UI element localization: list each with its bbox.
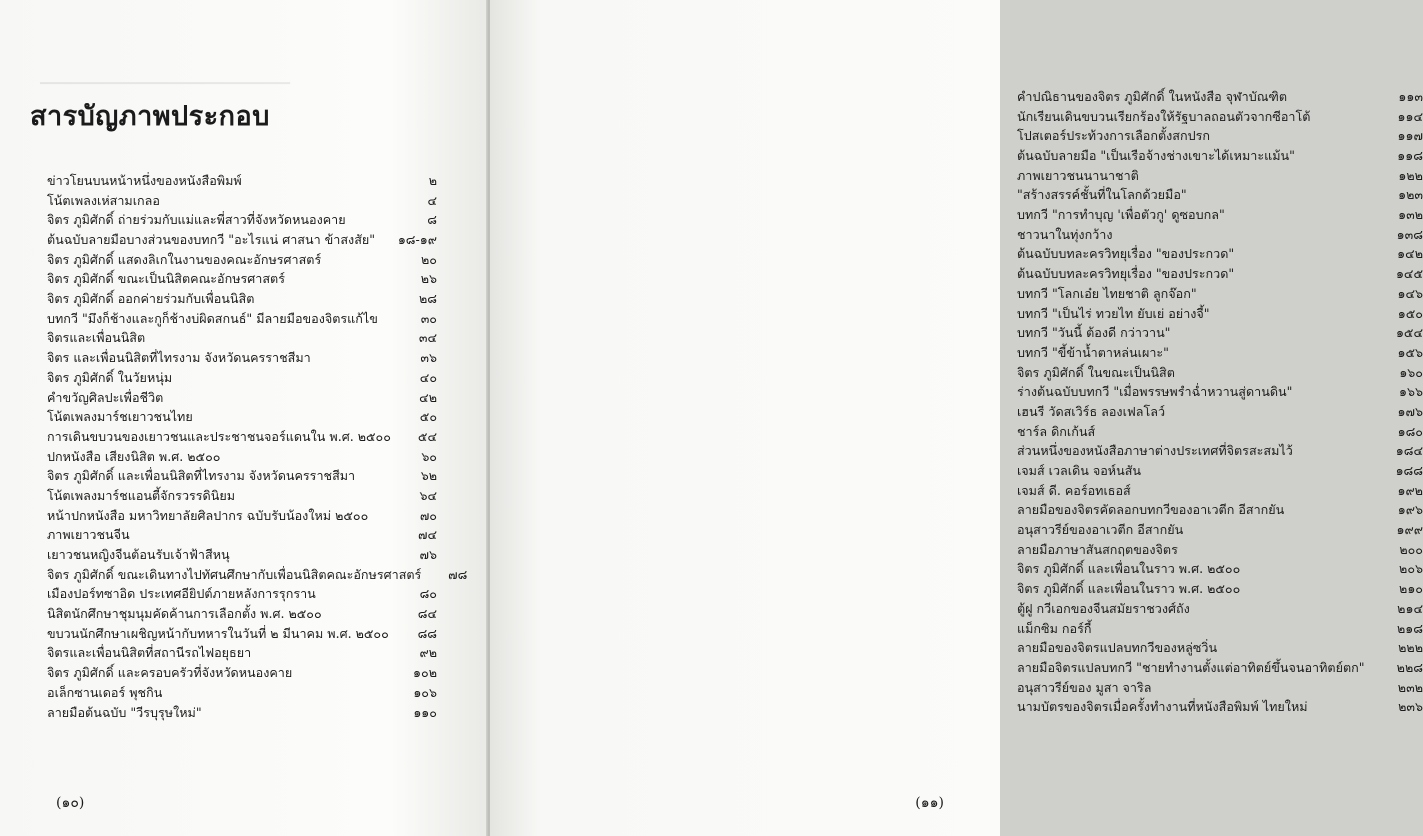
toc-entry-page: ๒๓๖ (1398, 699, 1423, 715)
toc-entry (1017, 225, 1423, 245)
toc-entry-page: ๑๐๒ (413, 665, 437, 681)
toc-entry-page: ๑๘๐ (1397, 423, 1423, 439)
toc-entry-page: ๗๐ (419, 507, 437, 523)
toc-entry-page: ๑๕๐ (1397, 305, 1423, 321)
toc-entry-page: ๑๘-๑๙ (397, 232, 437, 248)
toc-entry (1017, 500, 1423, 520)
toc-entry-title: นักเรียนเดินขบวนเรียกร้องให้รัฐบาลถอนตัวจากซีอาโต้ (1017, 108, 1311, 124)
toc-entry-page: ๑๙๖ (1397, 502, 1423, 518)
toc-entry-page: ๒ (428, 172, 437, 188)
toc-entry-title: จิตร ภูมิศักดิ์ ขณะเป็นนิสิตคณะอักษรศาสตร์ (47, 271, 285, 287)
toc-list-right (1017, 87, 1423, 717)
toc-entry-title: จิตร ภูมิศักดิ์ แสดงลิเกในงานของคณะอักษรศาสตร์ (47, 251, 322, 267)
toc-entry (1017, 185, 1423, 205)
page-title: สารบัญภาพประกอบ (30, 101, 270, 132)
toc-entry-page: ๓๐ (420, 310, 437, 326)
toc-entry (1017, 402, 1423, 422)
toc-entry-page: ๒๒๒ (1398, 640, 1423, 656)
toc-entry-title: คำขวัญศิลปะเพื่อชีวิต (47, 389, 164, 405)
toc-entry-title: จิตร ภูมิศักดิ์ และเพื่อนในราว พ.ศ. ๒๕๐๐ (1017, 561, 1241, 577)
toc-entry (47, 407, 437, 427)
toc-entry (1017, 560, 1423, 580)
toc-entry (47, 466, 437, 486)
toc-entry (47, 269, 437, 289)
toc-entry-title: คำปณิธานของจิตร ภูมิศักดิ์ ในหนังสือ จุฬาบัณฑิต (1017, 88, 1288, 104)
toc-entry-page: ๑๑๗ (1397, 128, 1423, 144)
toc-entry-page: ๑๘๔ (1395, 443, 1423, 459)
toc-entry (1017, 422, 1423, 442)
toc-entry-title: ลายมือของจิตรแปลบทกวีของหลู่ซวิ่น (1017, 640, 1218, 656)
toc-entry-title: เมืองปอร์ทซาอิด ประเทศอียิปต์ภายหลังการรุกราน (47, 586, 316, 602)
toc-entry-page: ๓๔ (418, 330, 437, 346)
toc-entry-title: ข่าวโยนบนหน้าหนึ่งของหนังสือพิมพ์ (47, 172, 242, 188)
toc-entry-title: ภาพเยาวชนนานาชาติ (1017, 167, 1139, 183)
toc-entry (1017, 382, 1423, 402)
toc-entry-page: ๖๔ (419, 487, 437, 503)
toc-entry-page: ๒๐๖ (1399, 561, 1423, 577)
toc-entry-title: จิตร ภูมิศักดิ์ ออกค่ายร่วมกับเพื่อนนิสิต (47, 291, 255, 307)
toc-entry-title: ต้นฉบับลายมือ "เป็นเรือจ้างช่างเขาะได้เหมาะแม้น" (1017, 148, 1295, 164)
toc-entry-title: การเดินขบวนของเยาวชนและประชาชนจอร์แดนใน พ.ศ. ๒๕๐๐ (47, 428, 391, 444)
toc-entry-title: ลายมือต้นฉบับ "วีรบุรุษใหม่" (47, 704, 202, 720)
toc-entry-page: ๕๐ (419, 409, 437, 425)
toc-entry (47, 191, 437, 211)
toc-entry-page: ๑๑๓ (1398, 88, 1423, 104)
toc-entry-title: แม็กซิม กอร์กี้ (1017, 620, 1092, 636)
toc-entry (47, 663, 437, 683)
toc-entry (47, 427, 437, 447)
toc-entry (47, 545, 437, 565)
toc-entry-title: ร่างต้นฉบับบทกวี "เมื่อพรรษพรำฉ่ำหวานสู่ดานดิน" (1017, 384, 1293, 400)
toc-entry (47, 368, 437, 388)
toc-entry (1017, 323, 1423, 343)
toc-entry-title: บทกวี "วันนี้ ต้องดี กว่าวาน" (1017, 325, 1171, 341)
toc-entry-title: บทกวี "โลกเอ๋ย ไทยชาติ ลูกจ๊อก" (1017, 285, 1197, 301)
toc-entry-title: เยาวชนหญิงจีนต้อนรับเจ้าฟ้าสีหนุ (47, 547, 230, 563)
toc-entry (1017, 540, 1423, 560)
toc-entry (47, 250, 437, 270)
toc-entry-page: ๑๖๐ (1399, 364, 1423, 380)
toc-entry-page: ๗๔ (417, 527, 437, 543)
toc-entry-page: ๑๘๘ (1395, 463, 1423, 479)
toc-entry-page: ๒๘ (418, 291, 437, 307)
toc-entry-page: ๘๔ (417, 606, 437, 622)
toc-entry-title: อเล็กซานเดอร์ พุชกิน (47, 684, 163, 700)
toc-entry (1017, 284, 1423, 304)
toc-entry (1017, 481, 1423, 501)
toc-entry (47, 388, 437, 408)
toc-entry (1017, 678, 1423, 698)
toc-entry-page: ๘๐ (419, 586, 437, 602)
toc-entry-title: "สร้างสรรค์ชั้นที่ในโลกด้วยมือ" (1017, 187, 1187, 203)
toc-entry-title: ชาร์ล ดิกเก้นส์ (1017, 423, 1096, 439)
toc-entry-title: จิตร และเพื่อนนิสิตที่ไทรงาม จังหวัดนครราชสีมา (47, 350, 311, 366)
toc-entry (1017, 304, 1423, 324)
toc-entry-page: ๒๑๔ (1397, 600, 1423, 616)
toc-entry-title: โน้ตเพลงมาร์ชแอนตี้จักรวรรดินิยม (47, 487, 236, 503)
toc-entry (47, 604, 437, 624)
toc-entry-title: เจมส์ เวลเดิน จอห์นสัน (1017, 463, 1142, 479)
toc-entry (47, 447, 437, 467)
toc-entry-title: จิตร ภูมิศักดิ์ และเพื่อนนิสิตที่ไทรงาม จังหวัดนครราชสีมา (47, 468, 356, 484)
page-number-left: (๑๐) (56, 795, 85, 811)
toc-entry-title: ลายมือของจิตรคัดลอกบทกวีของอาเวตีก อีสากยัน (1017, 502, 1285, 518)
toc-entry-page: ๑๕๖ (1397, 344, 1423, 360)
toc-entry-title: เจมส์ ดี. คอร์อทเธอส์ (1017, 482, 1131, 498)
toc-entry-page: ๑๗๖ (1397, 403, 1423, 419)
toc-entry-title: จิตรและเพื่อนนิสิตที่สถานีรถไฟอยุธยา (47, 645, 252, 661)
toc-entry-title: ต้นฉบับบทละครวิทยุเรื่อง "ของประกวด" (1017, 246, 1235, 262)
toc-entry-page: ๒๐ (421, 251, 437, 267)
right-page (490, 0, 1423, 836)
toc-entry-title: ลายมือจิตรแปลบทกวี "ชายทำงานตั้งแต่อาทิตย์ขึ้นจนอาทิตย์ตก" (1017, 659, 1365, 675)
toc-entry (47, 506, 437, 526)
toc-entry-title: ส่วนหนึ่งของหนังสือภาษาต่างประเทศที่จิตรสะสมไว้ (1017, 443, 1293, 459)
toc-entry-title: บทกวี "การทำบุญ 'เพื่อตัวกู' ดูซอบกล" (1017, 207, 1225, 223)
toc-entry-page: ๗๘ (448, 566, 468, 582)
toc-entry-title: จิตร ภูมิศักดิ์ และครอบครัวที่จังหวัดหนองคาย (47, 665, 293, 681)
toc-entry-page: ๘ (427, 212, 437, 228)
toc-entry (1017, 87, 1423, 107)
toc-entry-title: บทกวี "เป็นไร่ ทวยไท ยับเย่ อย่างจี้" (1017, 305, 1210, 321)
toc-entry-title: โปสเตอร์ประท้วงการเลือกตั้งสกปรก (1017, 128, 1210, 144)
toc-entry (1017, 697, 1423, 717)
toc-entry (47, 703, 437, 723)
toc-entry (47, 230, 437, 250)
toc-entry (1017, 146, 1423, 166)
toc-entry-title: ปกหนังสือ เสียงนิสิต พ.ศ. ๒๕๐๐ (47, 448, 221, 464)
toc-entry (1017, 599, 1423, 619)
toc-entry (1017, 107, 1423, 127)
toc-entry-title: หน้าปกหนังสือ มหาวิทยาลัยศิลปากร ฉบับรับน้องใหม่ ๒๕๐๐ (47, 507, 369, 523)
toc-entry-title: จิตร ภูมิศักดิ์ ในวัยหนุ่ม (47, 369, 173, 385)
toc-entry-title: จิตรและเพื่อนนิสิต (47, 330, 146, 346)
toc-entry-page: ๑๓๒ (1398, 207, 1423, 223)
toc-entry (47, 525, 437, 545)
toc-entry (47, 348, 437, 368)
toc-entry-page: ๔๐ (419, 369, 437, 385)
toc-entry (1017, 579, 1423, 599)
toc-entry-page: ๕๔ (417, 428, 437, 444)
toc-entry (1017, 619, 1423, 639)
toc-entry-page: ๖๒ (420, 468, 437, 484)
toc-entry-title: อนุสาวรีย์ของ มูสา จาริล (1017, 679, 1152, 695)
toc-entry (47, 584, 437, 604)
toc-entry (47, 289, 437, 309)
toc-entry-page: ๑๔๖ (1397, 285, 1423, 301)
toc-entry-page: ๑๐๖ (413, 684, 437, 700)
toc-entry-title: ตู้ฝู กวีเอกของจีนสมัยราชวงศ์ถัง (1017, 600, 1190, 616)
toc-entry-page: ๔๒ (419, 389, 437, 405)
toc-entry-page: ๑๖๖ (1399, 384, 1423, 400)
toc-entry-page: ๘๘ (417, 625, 437, 641)
toc-entry-page: ๑๙๙ (1396, 522, 1423, 538)
toc-entry-title: ต้นฉบับบทละครวิทยุเรื่อง "ของประกวด" (1017, 266, 1235, 282)
bleed-through-text: ▁▁▁▁▁▁▁▁▁▁▁▁▁▁▁▁▁▁▁▁▁▁▁▁▁ (40, 70, 290, 85)
toc-entry (47, 486, 437, 506)
page-number-right: (๑๑) (915, 795, 944, 811)
toc-entry-page: ๑๑๐ (413, 704, 437, 720)
toc-entry-page: ๑๔๕ (1395, 266, 1423, 282)
toc-entry-title: นามบัตรของจิตรเมื่อครั้งทำงานที่หนังสือพิมพ์ ไทยใหม่ (1017, 699, 1308, 715)
toc-entry-page: ๔ (427, 192, 437, 208)
toc-entry-title: ลายมือภาษาสันสกฤตของจิตร (1017, 541, 1178, 557)
toc-entry (1017, 205, 1423, 225)
toc-entry-title: จิตร ภูมิศักดิ์ ถ่ายร่วมกับแม่และพี่สาวที่จังหวัดหนองคาย (47, 212, 346, 228)
toc-entry-title: โน้ตเพลงเห่สามเกลอ (47, 192, 160, 208)
toc-entry (47, 624, 437, 644)
toc-entry-title: จิตร ภูมิศักดิ์ ขณะเดินทางไปทัศนศึกษากับเพื่อนนิสิตคณะอักษรศาสตร์ (47, 566, 422, 582)
left-page (0, 0, 488, 836)
toc-entry-page: ๙๒ (419, 645, 437, 661)
toc-entry-page: ๑๑๘ (1397, 148, 1423, 164)
toc-entry-title: ชาวนาในทุ่งกว้าง (1017, 226, 1113, 242)
toc-entry (47, 171, 437, 191)
toc-entry (1017, 658, 1423, 678)
toc-entry-page: ๒๑๐ (1399, 581, 1423, 597)
toc-entry-page: ๓๖ (420, 350, 437, 366)
toc-entry-page: ๖๐ (421, 448, 437, 464)
toc-entry-page: ๒๓๒ (1397, 679, 1423, 695)
toc-entry-title: บทกวี "มึงก็ช้างและกูก็ช้างบ่ผิดสกนธ์" มีลายมือของจิตรแก้ไข (47, 310, 378, 326)
toc-entry-page: ๑๕๔ (1395, 325, 1423, 341)
toc-entry (47, 683, 437, 703)
toc-entry (1017, 441, 1423, 461)
toc-entry-title: ต้นฉบับลายมือบางส่วนของบทกวี "อะไรแน่ ศาสนา ข้าสงสัย" (47, 232, 376, 248)
toc-entry-title: เฮนรี วัดสเวิร์ธ ลองเฟลโลว์ (1017, 403, 1166, 419)
toc-entry-title: อนุสาวรีย์ของอาเวตีก อีสากยัน (1017, 522, 1184, 538)
toc-entry-title: จิตร ภูมิศักดิ์ ในขณะเป็นนิสิต (1017, 364, 1175, 380)
toc-entry (1017, 126, 1423, 146)
toc-entry-page: ๒๑๘ (1396, 620, 1423, 636)
toc-entry (47, 329, 437, 349)
toc-entry-page: ๒๒๘ (1396, 659, 1423, 675)
toc-list-left (47, 171, 468, 722)
toc-entry (1017, 166, 1423, 186)
toc-entry (1017, 343, 1423, 363)
toc-entry-page: ๑๑๔ (1397, 108, 1423, 124)
toc-entry-title: ขบวนนักศึกษาเผชิญหน้ากับทหารในวันที่ ๒ มีนาคม พ.ศ. ๒๕๐๐ (47, 625, 389, 641)
toc-entry-title: บทกวี "ขี้ข้าน้ำตาหล่นเผาะ" (1017, 344, 1169, 360)
toc-entry-page: ๑๓๘ (1396, 226, 1423, 242)
toc-entry-page: ๒๖ (420, 271, 437, 287)
toc-entry-page: ๗๖ (419, 547, 437, 563)
toc-entry-title: โน้ตเพลงมาร์ชเยาวชนไทย (47, 409, 193, 425)
toc-entry (1017, 245, 1423, 265)
toc-entry-page: ๑๙๒ (1397, 482, 1423, 498)
toc-entry-title: ภาพเยาวชนจีน (47, 527, 130, 543)
toc-entry-page: ๑๒๓ (1398, 187, 1423, 203)
toc-entry-page: ๑๔๒ (1397, 246, 1423, 262)
toc-entry (47, 644, 437, 664)
toc-entry (1017, 363, 1423, 383)
toc-entry-title: จิตร ภูมิศักดิ์ และเพื่อนในราว พ.ศ. ๒๕๐๐ (1017, 581, 1241, 597)
toc-entry (1017, 461, 1423, 481)
toc-entry (1017, 264, 1423, 284)
toc-entry-title: นิสิตนักศึกษาชุมนุมคัดค้านการเลือกตั้ง พ.ศ. ๒๕๐๐ (47, 606, 322, 622)
toc-entry (1017, 520, 1423, 540)
toc-entry (47, 210, 437, 230)
toc-entry (47, 309, 437, 329)
toc-entry-page: ๑๒๒ (1398, 167, 1423, 183)
toc-entry (47, 565, 468, 585)
toc-entry (1017, 638, 1423, 658)
toc-entry-page: ๒๐๐ (1399, 541, 1423, 557)
